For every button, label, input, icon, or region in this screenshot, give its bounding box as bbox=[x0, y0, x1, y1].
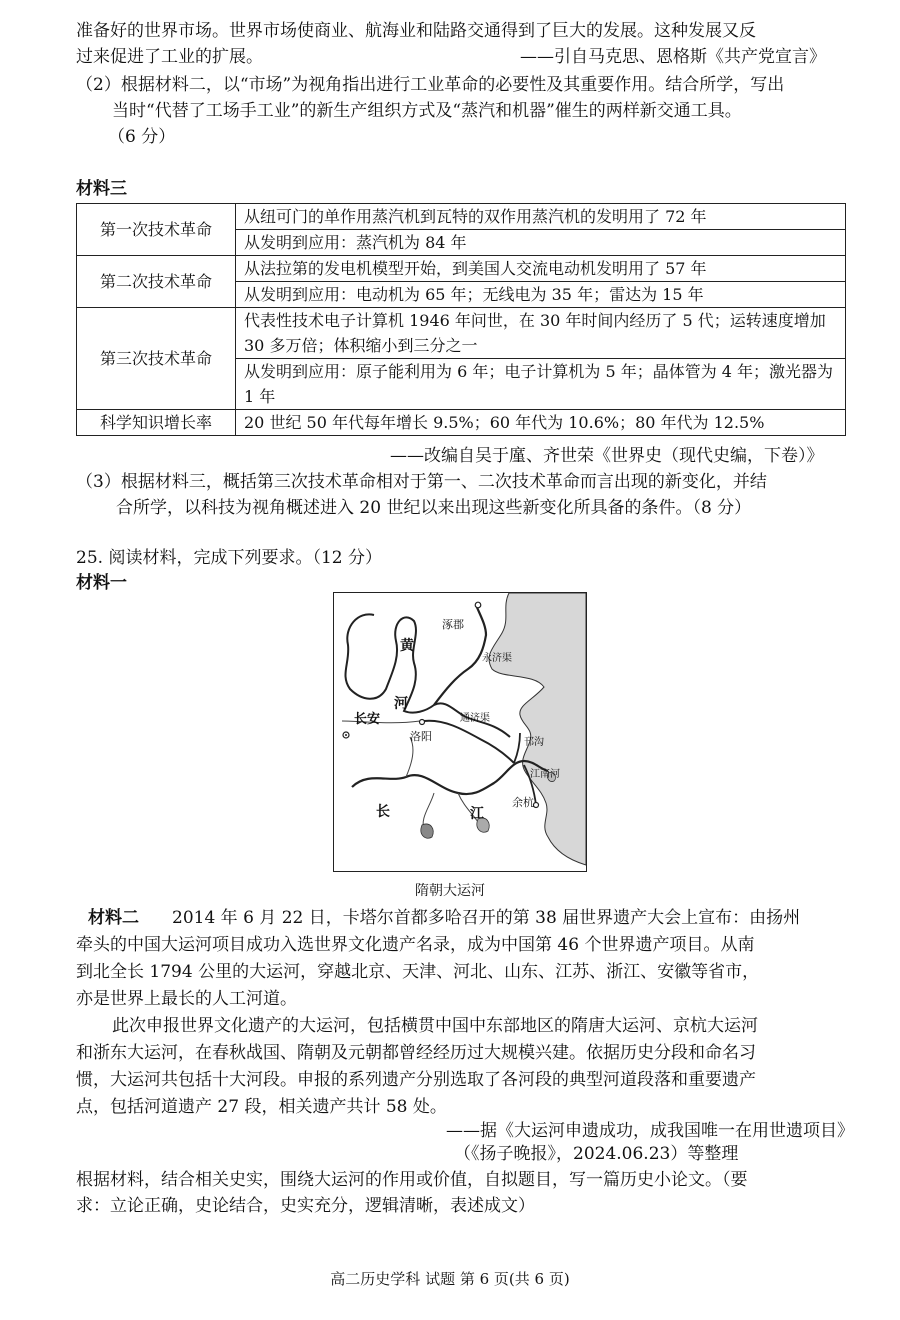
material2-paragraph-line: 2014 年 6 月 22 日，卡塔尔首都多哈召开的第 38 届世界遗产大会上宣布：由扬州 bbox=[172, 908, 801, 928]
map-label-luoyang: 洛阳 bbox=[410, 730, 432, 743]
material3-heading: 材料三 bbox=[76, 179, 127, 199]
question-2-text: 当时“代替了工场手工业”的新生产组织方式及“蒸汽和机器”催生的两样新交通工具。 bbox=[112, 101, 742, 121]
map-drawing bbox=[334, 593, 586, 871]
table-row bbox=[77, 256, 846, 282]
question-2-points: （6 分） bbox=[108, 127, 176, 147]
material3-table bbox=[76, 203, 846, 436]
lake bbox=[421, 824, 433, 838]
question-25-task: 求：立论正确，史论结合，史实充分，逻辑清晰，表述成文） bbox=[76, 1196, 535, 1216]
table-category-cell: 第二次技术革命 bbox=[77, 256, 236, 308]
question-3-text: （3）根据材料三，概括第三次技术革命相对于第一、二次技术革命而言出现的新变化，并结 bbox=[76, 472, 767, 492]
map-label-yuhang: 余杭 bbox=[512, 796, 534, 809]
material2-paragraph-line: 此次申报世界文化遗产的大运河，包括横贯中国中东部地区的隋唐大运河、京杭大运河 bbox=[112, 1016, 758, 1036]
yuhang-marker bbox=[534, 803, 539, 808]
map-label-he: 河 bbox=[394, 696, 408, 712]
material2-paragraph-line: 和浙东大运河，在春秋战国、隋朝及元朝都曾经经历过大规模兴建。依据历史分段和命名习 bbox=[76, 1043, 756, 1063]
material2-paragraph-line: 到北全长 1794 公里的大运河，穿越北京、天津、河北、山东、江苏、浙江、安徽等省市， bbox=[76, 962, 760, 982]
map-label-chang: 长 bbox=[376, 804, 390, 820]
question-3-text: 合所学，以科技为视角概述进入 20 世纪以来出现这些新变化所具备的条件。（8 分） bbox=[116, 498, 752, 518]
material2-text-line: 准备好的世界市场。世界市场使商业、航海业和陆路交通得到了巨大的发展。这种发展又反 bbox=[76, 21, 756, 41]
map-label-changan: 长安 bbox=[354, 712, 381, 727]
sea-area bbox=[489, 593, 586, 865]
grand-canal-map bbox=[333, 592, 587, 872]
map-label-yongjiqu: 永济渠 bbox=[482, 653, 512, 664]
material2-source: ——据《大运河申遗成功，成我国唯一在用世遗项目》 bbox=[446, 1121, 854, 1141]
zhuojun-marker bbox=[475, 602, 481, 608]
material2-text-line: 过来促进了工业的扩展。 bbox=[76, 47, 263, 67]
map-label-hangou: 邗沟 bbox=[524, 737, 544, 748]
question-25-task: 根据材料，结合相关史实，围绕大运河的作用或价值，自拟题目，写一篇历史小论文。（要 bbox=[76, 1170, 748, 1190]
table-row bbox=[77, 308, 846, 359]
page-footer: 高二历史学科 试题 第 6 页(共 6 页) bbox=[330, 1270, 570, 1288]
material2-source: （《扬子晚报》，2024.06.23）等整理 bbox=[454, 1144, 739, 1164]
river-branch bbox=[406, 737, 413, 777]
yangtze-river bbox=[352, 761, 548, 794]
table-category-cell: 科学知识增长率 bbox=[77, 410, 236, 436]
hangou-canal bbox=[514, 733, 520, 763]
material2-paragraph-line: 亦是世界上最长的人工河道。 bbox=[76, 989, 297, 1009]
material1-heading: 材料一 bbox=[76, 573, 127, 593]
tongji-canal bbox=[424, 721, 514, 763]
map-label-jiang: 江 bbox=[470, 806, 484, 822]
changan-marker-dot bbox=[345, 734, 347, 736]
table-cell: 从发明到应用：原子能利用为 6 年；电子计算机为 5 年；晶体管为 4 年；激光器为 1 年 bbox=[236, 359, 846, 410]
material2-paragraph-line: 点，包括河道遗产 27 段，相关遗产共计 58 处。 bbox=[76, 1097, 447, 1117]
material3-source: ——改编自吴于廑、齐世荣《世界史（现代史编，下卷）》 bbox=[390, 446, 824, 466]
table-cell: 从发明到应用：电动机为 65 年；无线电为 35 年；雷达为 15 年 bbox=[236, 282, 846, 308]
table-cell: 从纽可门的单作用蒸汽机到瓦特的双作用蒸汽机的发明用了 72 年 bbox=[236, 204, 846, 230]
map-label-tongjiqu: 通济渠 bbox=[460, 713, 490, 724]
table-category-cell: 第一次技术革命 bbox=[77, 204, 236, 256]
material2-paragraph-line: 惯，大运河共包括十大河段。申报的系列遗产分别选取了各河段的典型河道段落和重要遗产 bbox=[76, 1070, 756, 1090]
material2-source: ——引自马克思、恩格斯《共产党宣言》 bbox=[520, 47, 826, 67]
map-caption: 隋朝大运河 bbox=[415, 883, 485, 899]
material2-heading: 材料二 bbox=[88, 908, 139, 928]
question-25-title: 25. 阅读材料，完成下列要求。（12 分） bbox=[76, 548, 382, 568]
luoyang-marker bbox=[420, 720, 425, 725]
material2-paragraph-line: 牵头的中国大运河项目成功入选世界文化遗产名录，成为中国第 46 个世界遗产项目。从南 bbox=[76, 935, 755, 955]
map-label-jiangnanhe: 江南河 bbox=[530, 769, 560, 780]
question-2-text: （2）根据材料二，以“市场”为视角指出进行工业革命的必要性及其重要作用。结合所学，写出 bbox=[76, 75, 785, 95]
table-cell: 代表性技术电子计算机 1946 年问世，在 30 年时间内经历了 5 代；运转速度增加 30 多万倍；体积缩小到三分之一 bbox=[236, 308, 846, 359]
table-row bbox=[77, 410, 846, 436]
table-cell: 从发明到应用：蒸汽机为 84 年 bbox=[236, 230, 846, 256]
table-row bbox=[77, 204, 846, 230]
table-cell: 从法拉第的发电机模型开始，到美国人交流电动机发明用了 57 年 bbox=[236, 256, 846, 282]
table-category-cell: 第三次技术革命 bbox=[77, 308, 236, 410]
table-cell: 20 世纪 50 年代每年增长 9.5%；60 年代为 10.6%；80 年代为 12.5% bbox=[236, 410, 846, 436]
map-label-huang: 黄 bbox=[400, 638, 414, 654]
map-label-zhuojun: 涿郡 bbox=[442, 618, 464, 631]
